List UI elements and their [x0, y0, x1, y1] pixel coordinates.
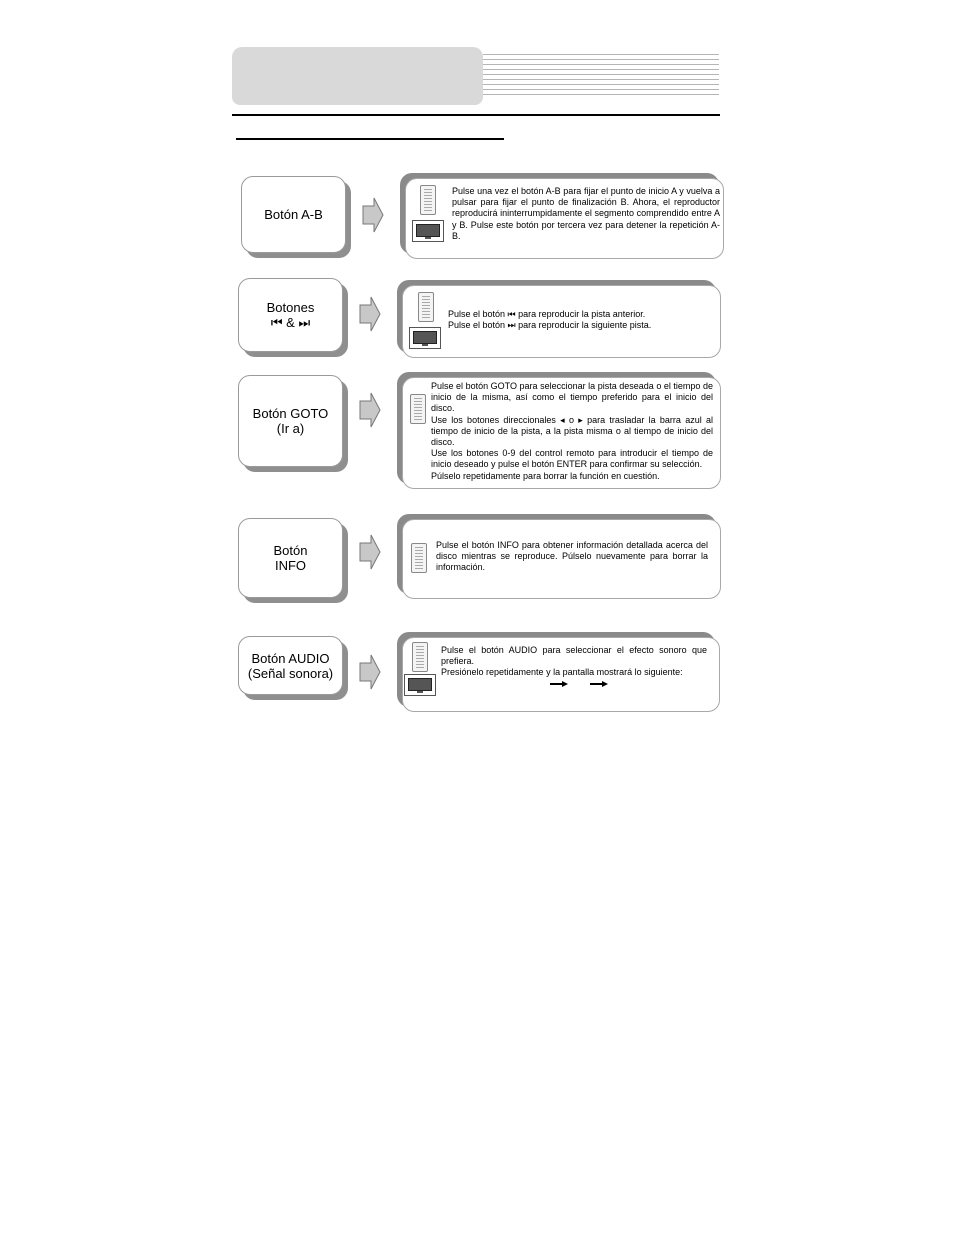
- player-screen-icon: [409, 327, 441, 349]
- label-prev-next-buttons: [238, 278, 343, 352]
- desc-text-ab: [452, 186, 720, 242]
- right-arrow-icon: [359, 654, 381, 690]
- label-info-button: [238, 518, 343, 598]
- desc-ab-paragraph: Pulse una vez el botón A-B para fijar el punto de inicio A y vuelva a pulsar para fijar el punto de finalización B. Ahora, el reproductor reproducirá ininterrumpidamente el segmento comprendido entre A y B. Pulse este botón por tercera vez para detener la repetición A-B.: [452, 186, 720, 241]
- label-goto-text: Botón GOTO (Ir a): [252, 406, 329, 436]
- right-arrow-icon: [550, 681, 568, 687]
- remote-control-icon: [410, 394, 426, 424]
- desc-text-info: [436, 540, 708, 574]
- label-audio-text: Botón AUDIO (Señal sonora): [247, 650, 334, 681]
- remote-control-icon: [411, 543, 427, 573]
- header-lines: [483, 54, 719, 98]
- right-arrow-icon: [359, 534, 381, 570]
- desc-info-p1: Pulse el botón INFO para obtener información detallada acerca del disco mientras se reproduce. Púlselo nuevamente para borrar la información.: [436, 540, 708, 573]
- right-arrow-icon: [359, 392, 381, 428]
- remote-control-icon: [420, 185, 436, 215]
- desc-audio-p2: Presiónelo repetidamente y la pantalla mostrará lo siguiente:: [441, 667, 683, 678]
- next-track-icon: ⏭: [507, 320, 516, 331]
- header-rule: [232, 114, 720, 116]
- label-info-text: Botón INFO: [273, 543, 308, 573]
- header-tab: [232, 47, 483, 105]
- right-arrow-icon: [359, 296, 381, 332]
- section-title-underline: [236, 138, 504, 140]
- remote-control-icon: [412, 642, 428, 672]
- right-arrow-icon: [362, 197, 384, 233]
- label-ab-button: [241, 176, 346, 253]
- label-prev-next-text: Botones ⏮ & ⏭: [266, 300, 315, 330]
- desc-text-prev-next: Pulse el botón ⏮ para reproducir la pista anterior. Pulse el botón ⏭ para reproducir la siguiente pista.: [448, 309, 652, 331]
- player-screen-icon: [404, 674, 436, 696]
- player-screen-icon: [412, 220, 444, 242]
- desc-goto-p4: Púlselo repetidamente para borrar la función en cuestión.: [431, 470, 660, 481]
- label-goto-button: [238, 375, 343, 467]
- right-direction-icon: ▸: [578, 414, 583, 425]
- desc-audio-p1: Pulse el botón AUDIO para seleccionar el efecto sonoro que prefiera.: [441, 645, 707, 667]
- desc-goto-p1: Pulse el botón GOTO para seleccionar la pista deseada o el tiempo de inicio de la misma, así como el tiempo preferido para el inicio del disco.: [431, 381, 713, 414]
- desc-goto-p2: Use los botones direccionales ◂ o ▸ para trasladar la barra azul al tiempo de inicio de la pista, a la pista misma o al tiempo de inicio del disco.: [431, 414, 713, 448]
- desc-goto-p3: Use los botones 0-9 del control remoto para introducir el tiempo de inicio deseado y pulse el botón ENTER para confirmar su selección.: [431, 448, 713, 470]
- label-audio-button: [238, 636, 343, 695]
- desc-text-audio: [441, 645, 707, 679]
- desc-text-goto: [431, 381, 713, 482]
- right-arrow-icon: [590, 681, 608, 687]
- remote-control-icon: [418, 292, 434, 322]
- previous-track-icon: ⏮: [507, 309, 516, 319]
- label-ab-text: Botón A-B: [264, 207, 323, 222]
- left-direction-icon: ◂: [560, 414, 565, 425]
